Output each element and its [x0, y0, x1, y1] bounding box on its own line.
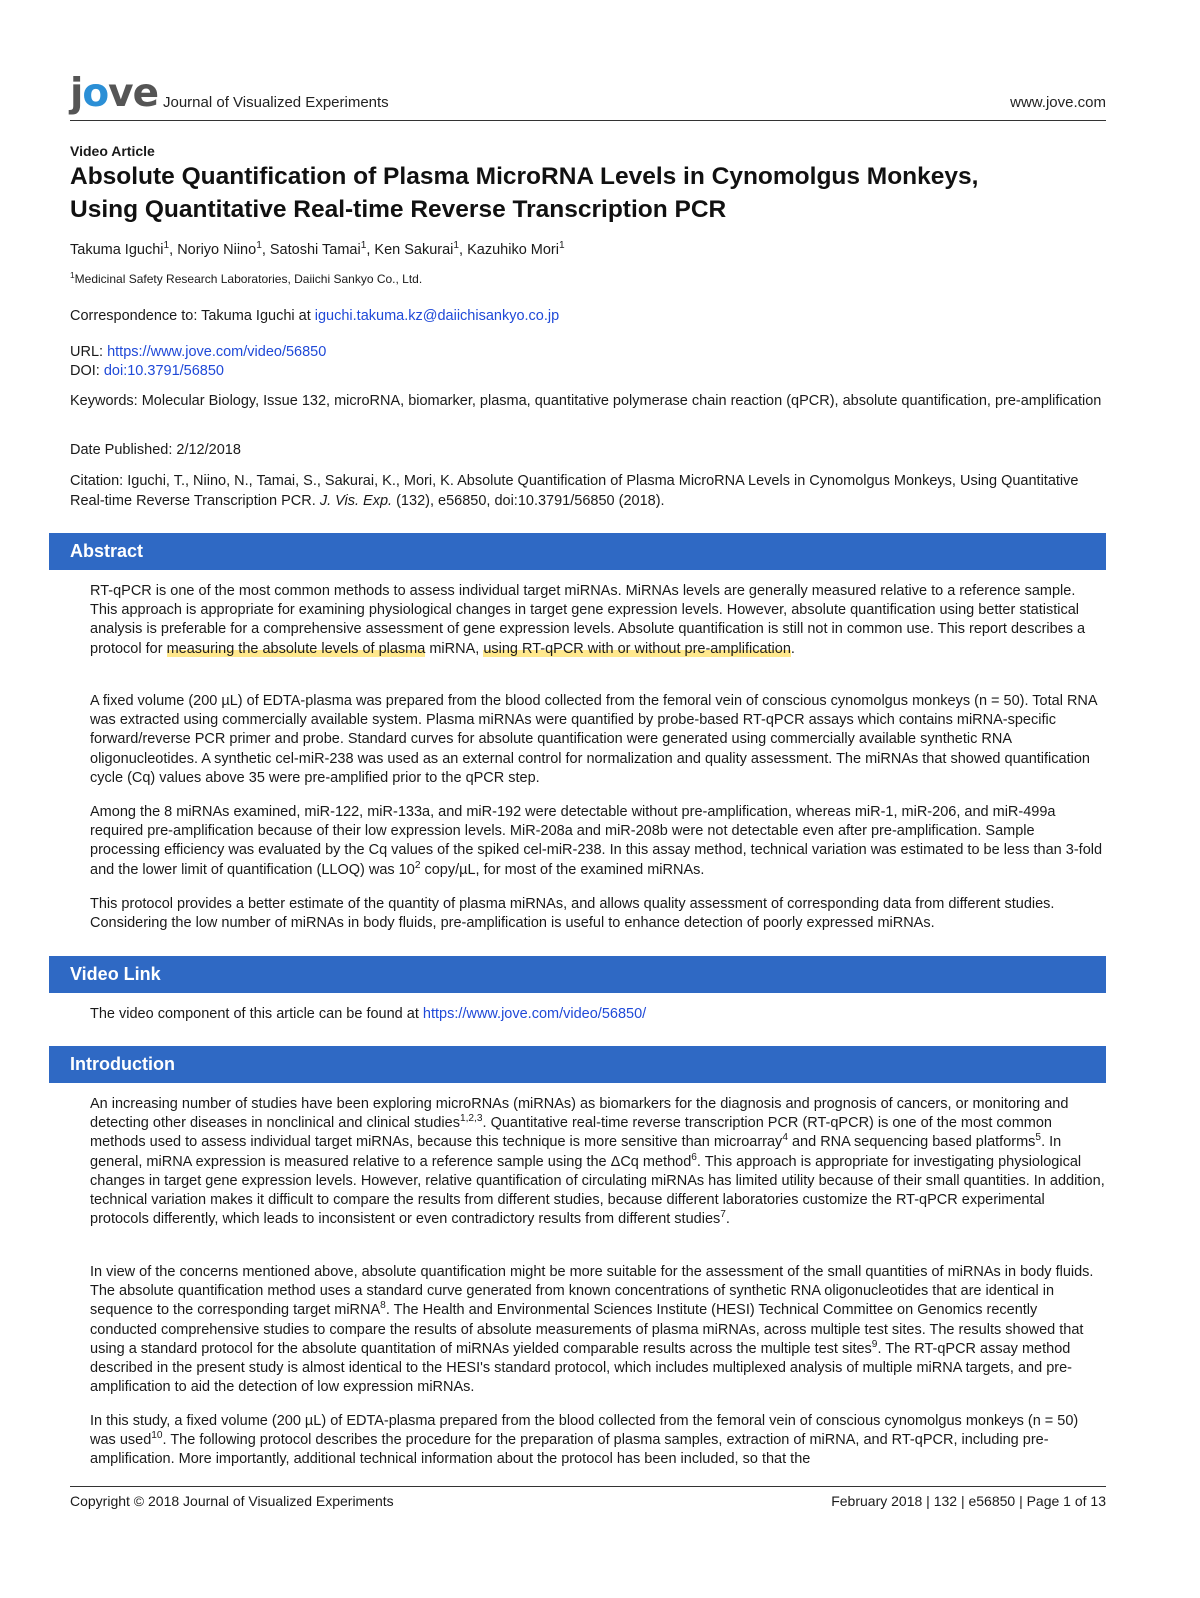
abstract-paragraph-1: RT-qPCR is one of the most common methods to assess individual target miRNAs. MiRNAs levels are generally measured relative to a reference sample. This approach is appropriate for examining physiological changes in target gene expression levels. However, absolute quantification using better statistical analysis is preferable for a comprehensive assessment of gene expression levels. Absolute quantification is still not in common use. This report describes a protocol for measuring the absolute levels of plasma miRNA, using RT-qPCR with or without pre-amplification. — [90, 583, 1086, 657]
author-name: Noriyo Niino — [177, 242, 257, 258]
reference-marker: 1,2,3 — [459, 1113, 483, 1125]
introduction-heading: Introduction — [49, 1046, 1106, 1083]
site-link[interactable]: www.jove.com — [1010, 94, 1106, 111]
page-info: February 2018 | 132 | e56850 | Page 1 of 13 — [831, 1493, 1106, 1509]
page-footer — [70, 1486, 1106, 1509]
video-url-link[interactable]: https://www.jove.com/video/56850/ — [422, 1006, 647, 1022]
video-link-text: The video component of this article can be found at https://www.jove.com/video/56850/ — [90, 1006, 647, 1022]
email-link[interactable]: iguchi.takuma.kz@daiichisankyo.co.jp — [314, 308, 560, 324]
reference-marker: 9 — [871, 1338, 878, 1350]
article-title: Absolute Quantification of Plasma MicroRNA Levels in Cynomolgus Monkeys, Using Quantitative Real-time Reverse Transcription PCR — [70, 163, 979, 223]
author-name: Kazuhiko Mori — [467, 242, 559, 258]
reference-marker: 4 — [782, 1132, 788, 1144]
article-type: Video Article — [70, 143, 155, 159]
doi-link[interactable]: doi:10.3791/56850 — [103, 363, 224, 379]
reference-marker: 6 — [691, 1151, 697, 1163]
date-published: Date Published: 2/12/2018 — [70, 442, 241, 458]
reference-marker: 7 — [720, 1209, 726, 1221]
url-line: URL: https://www.jove.com/video/56850 — [70, 344, 327, 360]
reference-marker: 10 — [151, 1430, 163, 1442]
copyright: Copyright © 2018 Journal of Visualized Experiments — [70, 1493, 394, 1509]
keywords: Keywords: Molecular Biology, Issue 132, microRNA, biomarker, plasma, quantitative polymerase chain reaction (qPCR), absolute quantification, pre-amplification — [70, 393, 1102, 409]
article-url-link[interactable]: https://www.jove.com/video/56850 — [107, 344, 327, 360]
reference-marker: 5 — [1035, 1132, 1042, 1144]
citation: Citation: Iguchi, T., Niino, N., Tamai, S., Sakurai, K., Mori, K. Absolute Quantification of Plasma MicroRNA Levels in Cynomolgus Monkeys, Using Quantitative Real-time Reverse Transcription PCR. J. Vis. Exp. (132), e56850, doi:10.3791/56850 (2018). — [70, 473, 1079, 509]
video-link-heading: Video Link — [49, 956, 1106, 993]
abstract-paragraph-4: This protocol provides a better estimate of the quantity of plasma miRNAs, and allows quality assessment of corresponding data from different studies. Considering the low number of miRNAs in body fluids, pre-amplification is useful to enhance detection of poorly expressed miRNAs. — [90, 896, 1055, 932]
reference-marker: 8 — [380, 1300, 386, 1312]
author-list: Takuma Iguchi$^1$, Noriyo Niino$^1$, Satoshi Tamai$^1$, Ken Sakurai$^1$, Kazuhiko Mori$^1$ — [70, 240, 565, 258]
author-name: Ken Sakurai — [374, 242, 454, 258]
jove-logo[interactable]: jove — [70, 71, 159, 116]
abstract-heading: Abstract — [49, 533, 1106, 570]
doi-line: DOI: doi:10.3791/56850 — [70, 363, 224, 379]
journal-name: Journal of Visualized Experiments — [163, 94, 389, 111]
author-name: Satoshi Tamai — [269, 242, 361, 258]
highlight-1: measuring the absolute levels of plasma — [166, 640, 426, 657]
author-name: Takuma Iguchi — [70, 242, 164, 258]
introduction-paragraph-1: An increasing number of studies have been exploring microRNAs (miRNAs) as biomarkers for the diagnosis and prognosis of cancers, or monitoring and detecting other diseases in nonclinical and clinical studies$^{1,2,3}$. Quantitative real-time reverse transcription PCR (RT-qPCR) is one of the most common methods used to assess individual target miRNAs, because this technique is more sensitive than microarray$^4$ and RNA sequencing based platforms$^5$. In general, miRNA expression is measured relative to a reference sample using the ΔCq method$^6$. This approach is appropriate for investigating physiological changes in target gene expression levels. However, relative quantification of circulating miRNAs has limited utility because of their small quantities. In addition, technical variation makes it difficult to compare the results from different studies, because different laboratories customize the RT-qPCR experimental protocols differently, which leads to inconsistent or even contradictory results from different studies$^7$. — [90, 1096, 1105, 1228]
affiliation: $^1$Medicinal Safety Research Laboratories, Daiichi Sankyo Co., Ltd. — [70, 270, 423, 286]
page-header — [70, 72, 1106, 121]
abstract-paragraph-2: A fixed volume (200 µL) of EDTA-plasma was prepared from the blood collected from the femoral vein of conscious cynomolgus monkeys (n = 50). Total RNA was extracted using commercially available system. Plasma miRNAs were quantified by probe-based RT-qPCR assays which contains miRNA-specific forward/reverse PCR primer and probe. Standard curves for absolute quantification were generated using commercially available synthetic RNA oligonucleotides. A synthetic cel-miR-238 was used as an external control for normalization and quality assessment. The miRNAs that showed quantification cycle (Cq) values above 35 were pre-amplified prior to the qPCR step. — [90, 693, 1097, 786]
abstract-paragraph-3: Among the 8 miRNAs examined, miR-122, miR-133a, and miR-192 were detectable without pre-amplification, whereas miR-1, miR-206, and miR-499a required pre-amplification because of their low expression levels. MiR-208a and miR-208b were not detectable even after pre-amplification. Sample processing efficiency was evaluated by the Cq values of the spiked cel-miR-238. In this assay method, technical variation was estimated to be less than 3-fold and the lower limit of quantification (LLOQ) was $10^2$ copy/µL, for most of the examined miRNAs. — [90, 804, 1103, 878]
highlight-2: using RT-qPCR with or without pre-amplification — [483, 640, 791, 657]
introduction-paragraph-2: In view of the concerns mentioned above, absolute quantification might be more suitable for the assessment of the small quantities of miRNAs in body fluids. The absolute quantification method uses a standard curve generated from known concentrations of synthetic RNA oligonucleotides that are identical in sequence to the corresponding target miRNA$^8$. The Health and Environmental Sciences Institute (HESI) Technical Committee on Genomics recently conducted comprehensive studies to compare the results of absolute measurements of plasma miRNAs, across multiple test sites. The results showed that using a standard protocol for the absolute quantitation of miRNAs yielded comparable results across the multiple test sites$^9$. The RT-qPCR assay method described in the present study is almost identical to the HESI's standard protocol, which includes multiplexed analysis of multiple miRNA targets, and pre-amplification to aid the detection of low expression miRNAs. — [90, 1264, 1094, 1396]
introduction-paragraph-3: In this study, a fixed volume (200 µL) of EDTA-plasma prepared from the blood collected from the femoral vein of conscious cynomolgus monkeys (n = 50) was used$^{10}$. The following protocol describes the procedure for the preparation of plasma samples, extraction of miRNA, and RT-qPCR, including pre-amplification. More importantly, additional technical information about the protocol has been included, so that the — [90, 1413, 1079, 1468]
correspondence: Correspondence to: Takuma Iguchi at iguchi.takuma.kz@daiichisankyo.co.jp — [70, 308, 560, 324]
